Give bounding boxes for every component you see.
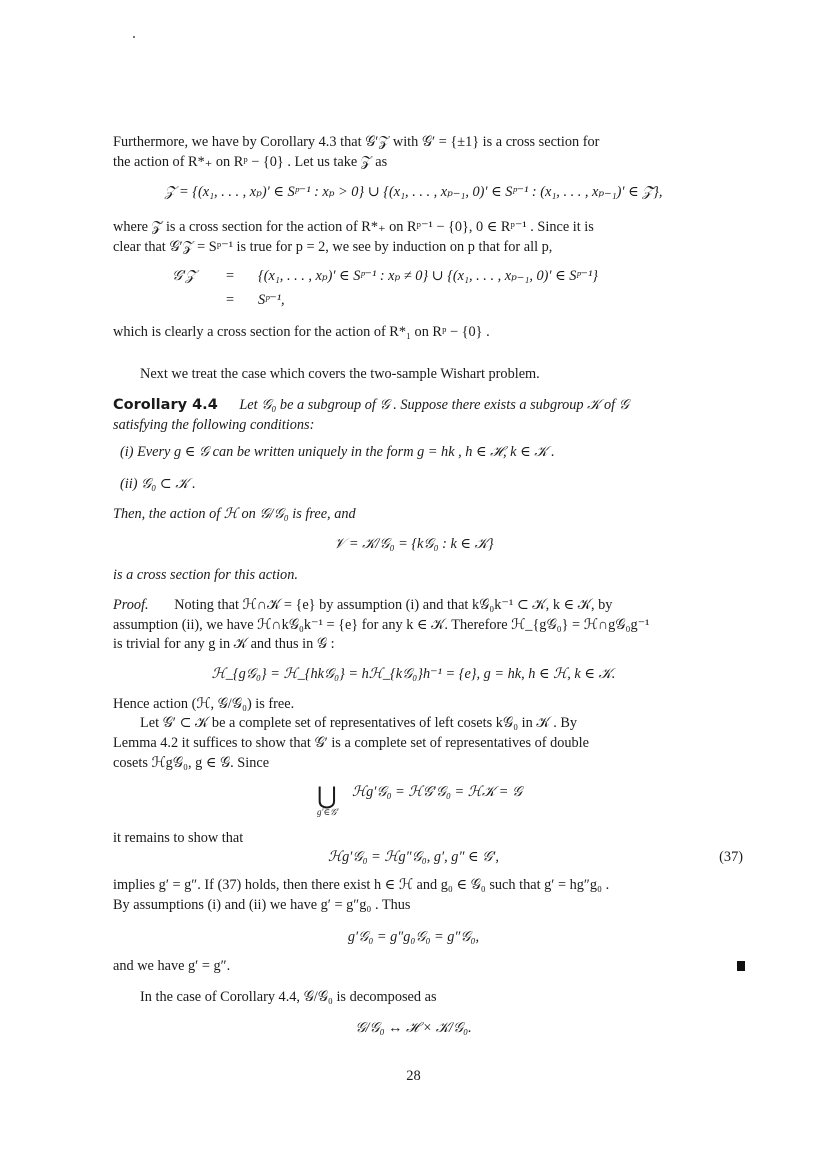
corollary-label: Corollary 4.4 <box>113 397 218 413</box>
union-subscript: g′∈𝒢′ <box>317 807 339 817</box>
proof-line-1-text: Noting that ℋ∩𝒦 = {e} by assumption (i) and that k𝒢₀k⁻¹ ⊂ 𝒦, k ∈ 𝒦, by <box>174 597 613 613</box>
corollary-then: Then, the action of ℋ on 𝒢/𝒢₀ is free, and <box>113 506 356 522</box>
equation-z-definition: 𝒵 = {(x₁, . . . , xₚ)′ ∈ Sᵖ⁻¹ : xₚ > 0} ∪ {(x₁, . . . , xₚ₋₁, 0)′ ∈ Sᵖ⁻¹ : (x₁, . . . , xₚ₋₁)′ ∈ 𝒵̃}, <box>164 184 663 200</box>
equation-stabilizer: ℋ_{g𝒢₀} = ℋ_{hk𝒢₀} = hℋ_{k𝒢₀}h⁻¹ = {e}, g = hk, h ∈ ℋ, k ∈ 𝒦. <box>211 666 616 682</box>
corollary-line-1: Let 𝒢₀ be a subgroup of 𝒢 . Suppose there exists a subgroup 𝒦 of 𝒢 <box>239 397 629 413</box>
proof-line-3: is trivial for any g in 𝒦 and thus in 𝒢 : <box>113 636 335 652</box>
equation-v: 𝒱 = 𝒦/𝒢₀ = {k𝒢₀ : k ∈ 𝒦} <box>333 536 494 552</box>
equation-decomposition: 𝒢/𝒢₀ ↔ ℋ × 𝒦/𝒢₀. <box>355 1020 472 1036</box>
equation-2-equals-2: = <box>226 292 235 308</box>
condition-ii: (ii) 𝒢₀ ⊂ 𝒦 . <box>120 476 196 492</box>
proof-line-10: By assumptions (i) and (ii) we have g′ = g″g₀ . Thus <box>113 897 411 913</box>
qed-mark <box>737 961 745 971</box>
equation-cosets: g′𝒢₀ = g″g₀𝒢₀ = g″𝒢₀, <box>347 929 480 945</box>
page-number: 28 <box>406 1068 421 1084</box>
para-2-line-2: clear that 𝒢′𝒵 = Sᵖ⁻¹ is true for p = 2, we see by induction on p that for all p, <box>113 239 553 255</box>
equation-2-equals-1: = <box>226 268 235 284</box>
para-1-line-1: Furthermore, we have by Corollary 4.3 that 𝒢′𝒵 with 𝒢′ = {±1} is a cross section for <box>113 134 600 150</box>
proof-line-11: and we have g′ = g″. <box>113 958 231 974</box>
equation-2-rhs-1: {(x₁, . . . , xₚ)′ ∈ Sᵖ⁻¹ : xₚ ≠ 0} ∪ {(x₁, . . . , xₚ₋₁, 0)′ ∈ Sᵖ⁻¹} <box>258 268 598 284</box>
para-4: Next we treat the case which covers the two-sample Wishart problem. <box>140 366 540 382</box>
equation-2-lhs: 𝒢′𝒵 <box>172 268 197 284</box>
proof-line-2: assumption (ii), we have ℋ∩k𝒢₀k⁻¹ = {e} for any k ∈ 𝒦. Therefore ℋ_{g𝒢₀} = ℋ∩g𝒢₀g⁻¹ <box>113 617 650 633</box>
equation-union: ℋg′𝒢₀ = ℋ𝒢′𝒢₀ = ℋ𝒦 = 𝒢 <box>352 784 523 800</box>
union-symbol: ⋃ <box>317 784 337 810</box>
equation-2-rhs-2: Sᵖ⁻¹, <box>258 292 285 308</box>
proof-line-7: cosets ℋg𝒢₀, g ∈ 𝒢. Since <box>113 755 270 771</box>
proof-label: Proof. <box>113 597 149 613</box>
para-1-line-2: the action of R*₊ on Rᵖ − {0} . Let us take 𝒵 as <box>113 154 388 170</box>
scan-speck <box>133 36 135 38</box>
corollary-line-2: satisfying the following conditions: <box>113 417 315 433</box>
proof-line-9: implies g′ = g″. If (37) holds, then there exist h ∈ ℋ and g₀ ∈ 𝒢₀ such that g′ = hg″g₀ . <box>113 877 610 893</box>
proof-line-5: Let 𝒢′ ⊂ 𝒦 be a complete set of representatives of left cosets k𝒢₀ in 𝒦 . By <box>140 715 578 731</box>
para-2-line-1: where 𝒵̃ is a cross section for the action of R*₊ on Rᵖ⁻¹ − {0}, 0 ∈ Rᵖ⁻¹ . Since it is <box>113 219 594 235</box>
corollary-heading-line <box>113 396 629 414</box>
proof-line-8: it remains to show that <box>113 830 244 846</box>
para-3: which is clearly a cross section for the action of R*₁ on Rᵖ − {0} . <box>113 324 490 340</box>
equation-37: ℋg′𝒢₀ = ℋg″𝒢₀, g′, g″ ∈ 𝒢′, <box>327 849 500 865</box>
proof-line-6: Lemma 4.2 it suffices to show that 𝒢′ is a complete set of representatives of double <box>113 735 589 751</box>
corollary-end: is a cross section for this action. <box>113 567 298 583</box>
equation-37-number: (37) <box>719 849 743 865</box>
condition-i: (i) Every g ∈ 𝒢 can be written uniquely in the form g = hk , h ∈ ℋ, k ∈ 𝒦 . <box>120 444 555 460</box>
para-5: In the case of Corollary 4.4, 𝒢/𝒢₀ is decomposed as <box>140 989 437 1005</box>
proof-line-1 <box>113 596 612 614</box>
proof-line-4: Hence action (ℋ, 𝒢/𝒢₀) is free. <box>113 696 295 712</box>
